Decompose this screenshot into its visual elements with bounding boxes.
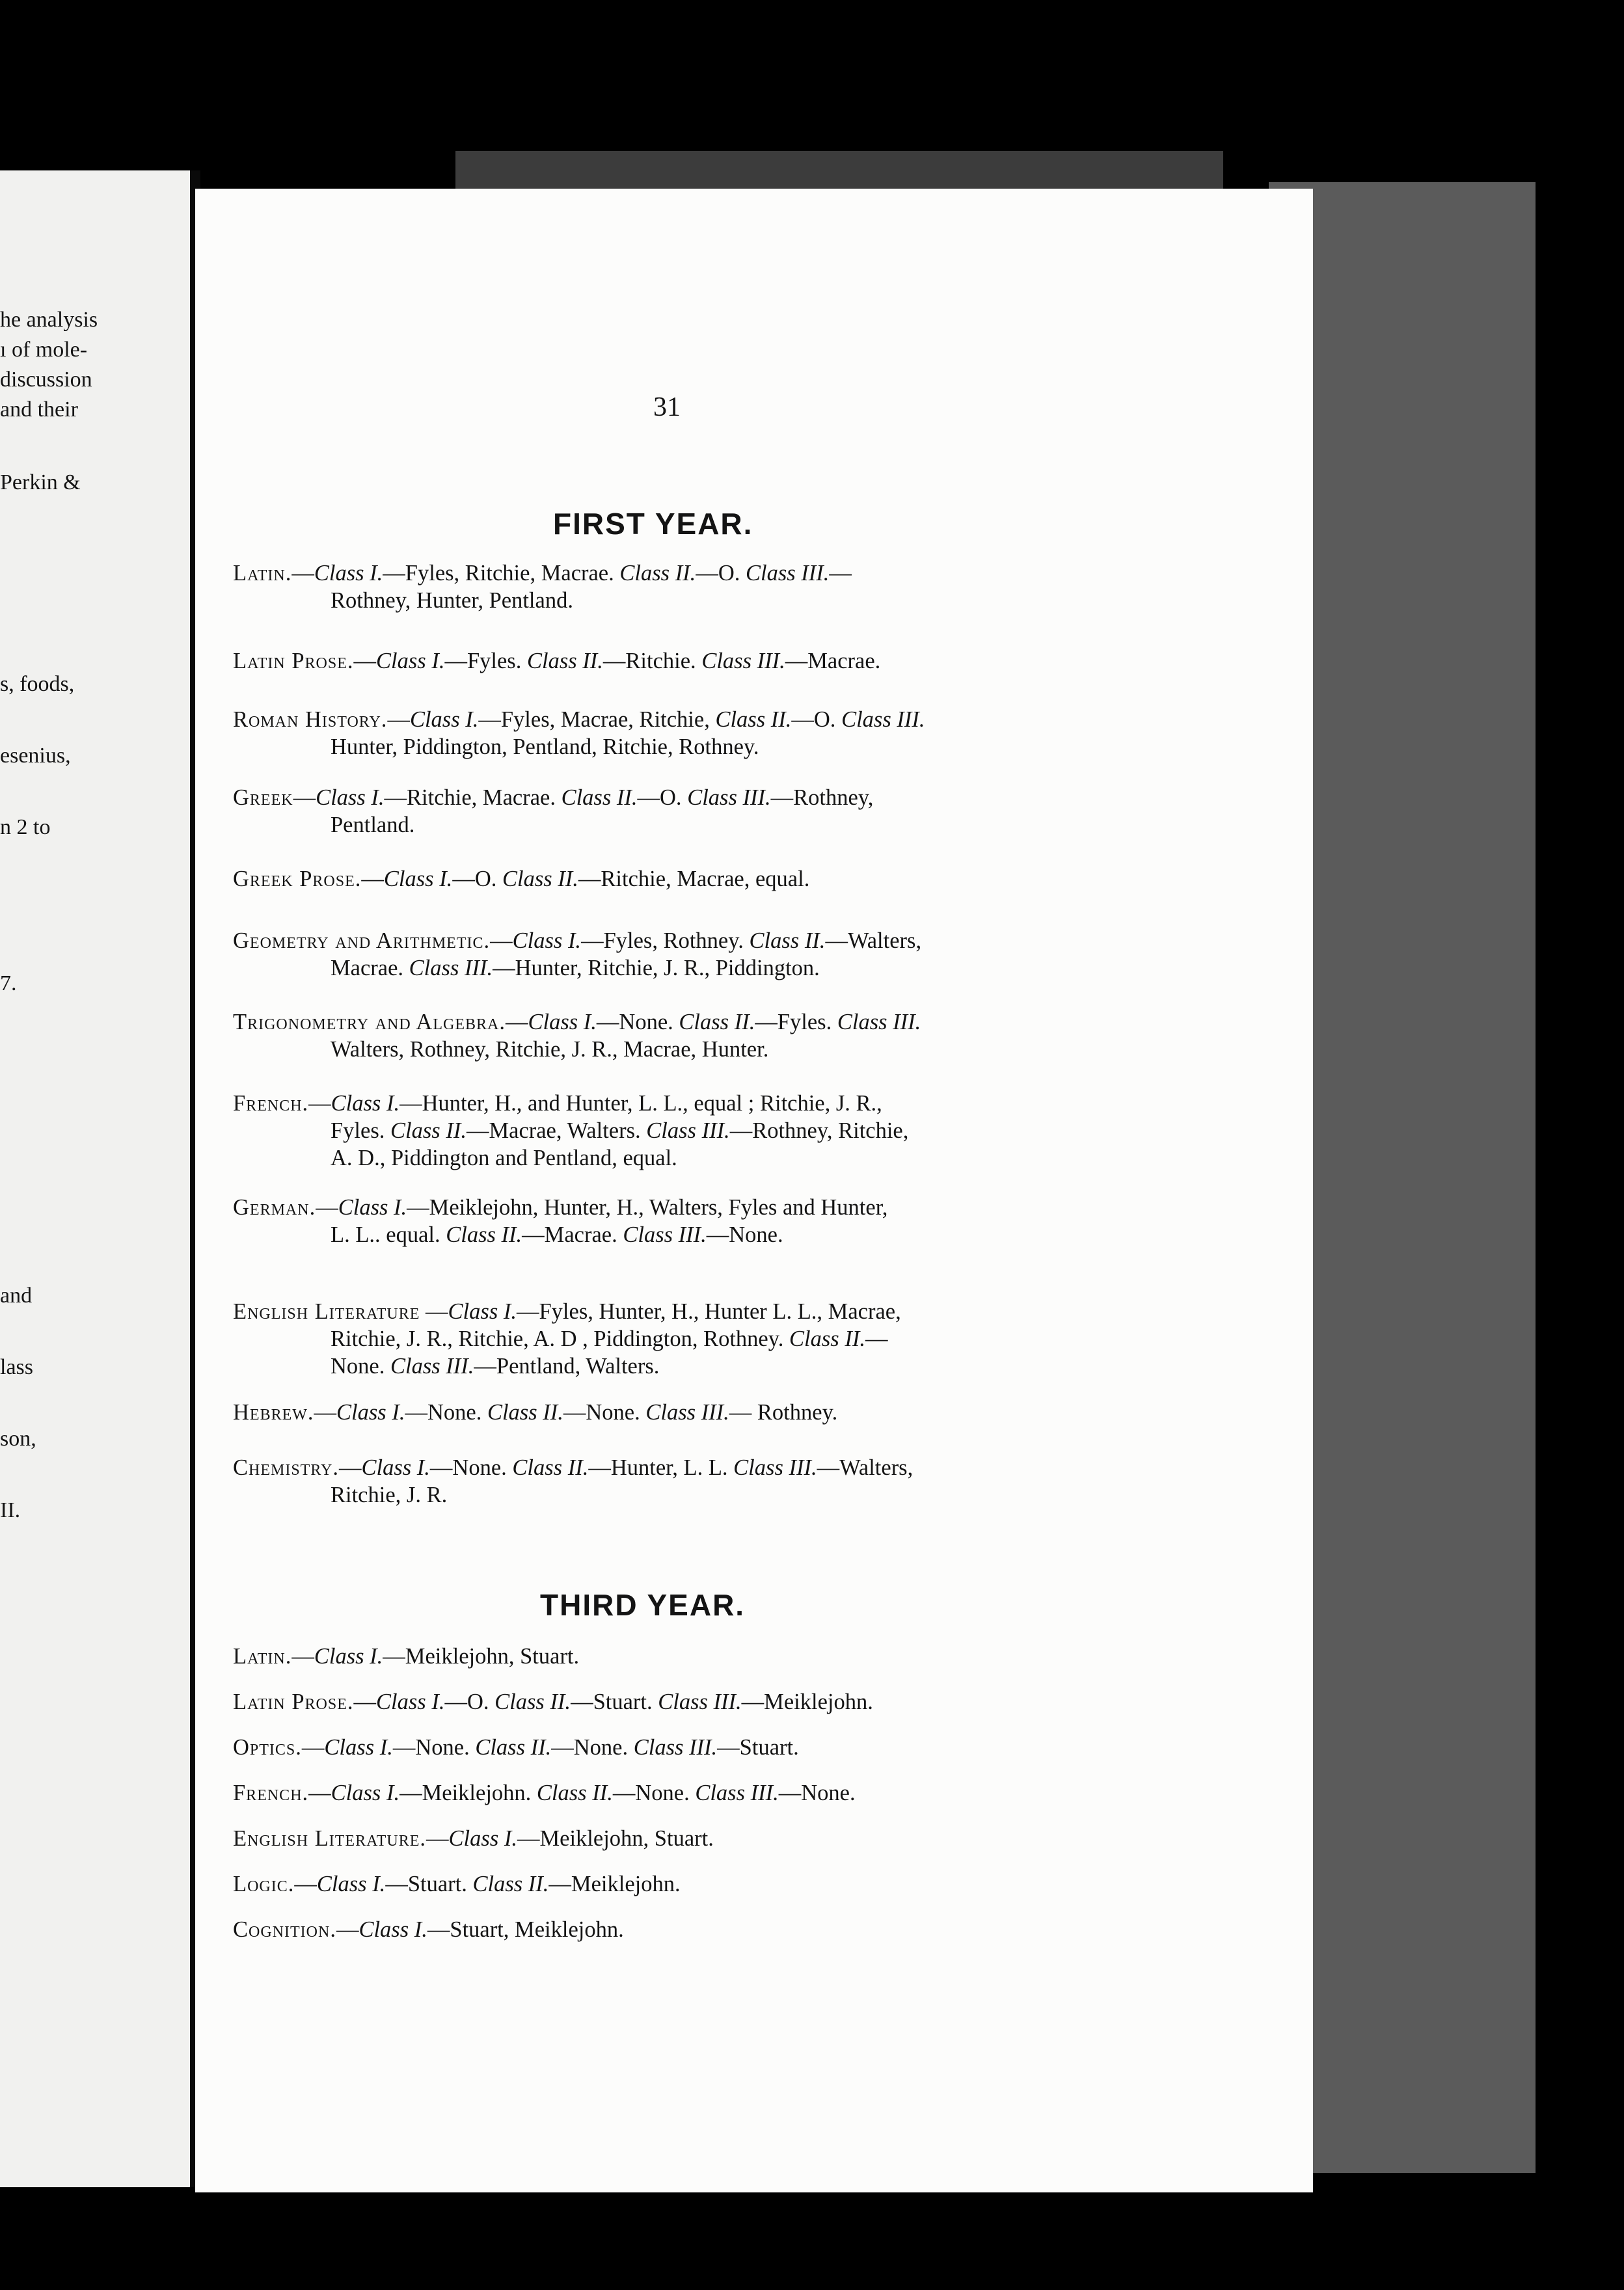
entry-third_year-3 <box>233 1779 856 1807</box>
entry-third_year-1 <box>233 1688 873 1716</box>
entry-text: — <box>291 1644 314 1669</box>
entry-text: —Stuart. <box>571 1690 658 1714</box>
entry-line <box>233 1688 873 1716</box>
entry-text: — <box>865 1327 888 1351</box>
entry-third_year-5 <box>233 1870 681 1898</box>
subject-name: Greek Prose. <box>233 867 362 891</box>
class-label: Class II. <box>679 1010 755 1034</box>
entry-line <box>233 1825 714 1852</box>
entry-text: —Meiklejohn, Stuart. <box>383 1644 580 1669</box>
class-label: Class III. <box>687 785 771 810</box>
entry-line <box>233 1454 913 1481</box>
entry-text: —Meiklejohn. <box>548 1872 681 1896</box>
class-label: Class II. <box>390 1118 467 1143</box>
left-page-fragment: 7. <box>0 971 17 995</box>
entry-text: —None. <box>429 1455 513 1480</box>
left-page-fragment: esenius, <box>0 744 71 768</box>
class-label: Class III. <box>623 1222 707 1247</box>
left-page-fragment: he analysis <box>0 308 98 332</box>
entry-text: — <box>314 1400 337 1425</box>
class-label: Class I. <box>409 707 479 732</box>
class-label: Class II. <box>619 561 696 586</box>
entry-text: Ritchie, J. R., Ritchie, A. D , Piddington, Rothney. <box>331 1327 790 1351</box>
class-label: Class I. <box>361 1455 430 1480</box>
entry-text: —Rothney, Ritchie, <box>729 1118 909 1143</box>
entry-line <box>233 1221 887 1248</box>
entry-first_year-0 <box>233 559 852 614</box>
left-page-fragment: discussion <box>0 368 92 392</box>
left-page-fragment: son, <box>0 1427 36 1451</box>
entry-line <box>233 1870 681 1898</box>
entry-text: — <box>301 1735 325 1760</box>
entry-line <box>233 865 809 893</box>
entry-line <box>233 1090 908 1117</box>
entry-line <box>233 647 880 675</box>
entry-line <box>233 733 925 761</box>
subject-name: Latin. <box>233 1644 292 1669</box>
entry-text: — <box>829 561 852 586</box>
entry-line <box>233 811 873 839</box>
class-label: Class I. <box>314 561 383 586</box>
class-label: Class II. <box>512 1455 589 1480</box>
entry-text: — <box>291 561 314 586</box>
entry-first_year-3 <box>233 784 873 839</box>
class-label: Class II. <box>715 707 792 732</box>
class-label: Class I. <box>376 1690 445 1714</box>
subject-name: Greek <box>233 785 293 810</box>
entry-text: —None. <box>706 1222 783 1247</box>
entry-first_year-5 <box>233 927 921 982</box>
entry-text: —Walters, <box>825 928 922 953</box>
entry-line <box>233 927 921 954</box>
entry-line <box>233 706 925 733</box>
entry-third_year-4 <box>233 1825 714 1852</box>
entry-line <box>233 1036 921 1063</box>
entry-text: Ritchie, J. R. <box>331 1483 448 1507</box>
class-label: Class II. <box>789 1327 865 1351</box>
entry-text: —Meiklejohn, Hunter, H., Walters, Fyles and Hunter, <box>407 1195 888 1220</box>
entry-text: — <box>353 1690 377 1714</box>
entry-text: Hunter, Piddington, Pentland, Ritchie, Rothney. <box>331 734 759 759</box>
class-label: Class II. <box>502 867 578 891</box>
entry-first_year-2 <box>233 706 925 761</box>
entry-text: Fyles. <box>331 1118 391 1143</box>
entry-text: —O. <box>637 785 688 810</box>
subject-name: Cognition. <box>233 1917 336 1942</box>
entry-text: —Fyles, Macrae, Ritchie, <box>478 707 716 732</box>
entry-text: —Macrae. <box>522 1222 623 1247</box>
entry-line <box>233 1194 887 1221</box>
left-page-fragment: s, foods, <box>0 672 75 696</box>
entry-text: —Fyles, Ritchie, Macrae. <box>383 561 620 586</box>
entry-text: —O. <box>452 867 502 891</box>
class-label: Class I. <box>324 1735 393 1760</box>
entry-line <box>233 1916 624 1943</box>
subject-name: Hebrew. <box>233 1400 314 1425</box>
subject-name: Optics. <box>233 1735 302 1760</box>
entry-text: —None. <box>405 1400 487 1425</box>
class-label: Class I. <box>448 1826 517 1851</box>
entry-text: L. L.. equal. <box>331 1222 446 1247</box>
entry-text: — <box>293 785 316 810</box>
left-page-fragment: Perkin & <box>0 470 81 494</box>
class-label: Class II. <box>446 1222 522 1247</box>
left-page-fragment: and <box>0 1284 33 1308</box>
class-label: Class III. <box>837 1010 921 1034</box>
entry-line <box>233 1779 856 1807</box>
class-label: Class I. <box>383 867 453 891</box>
entry-text: — <box>387 707 410 732</box>
entry-text: —Walters, <box>817 1455 914 1480</box>
entry-text: — <box>505 1010 528 1034</box>
entry-text: —Meiklejohn, Stuart. <box>517 1826 714 1851</box>
entry-text: —Stuart. <box>385 1872 473 1896</box>
entry-line <box>233 784 873 811</box>
entry-text: —None. <box>596 1010 679 1034</box>
left-page-fragment: ı of mole- <box>0 338 88 362</box>
class-label: Class III. <box>390 1354 474 1379</box>
subject-name: Logic. <box>233 1872 295 1896</box>
subject-name: Latin Prose. <box>233 649 354 673</box>
subject-name: Trigonometry and Algebra. <box>233 1010 506 1034</box>
entry-text: —Fyles, Hunter, H., Hunter L. L., Macrae, <box>516 1299 901 1324</box>
class-label: Class II. <box>487 1400 563 1425</box>
class-label: Class II. <box>749 928 826 953</box>
entry-first_year-1 <box>233 647 880 675</box>
entry-first_year-7 <box>233 1090 908 1172</box>
subject-name: Latin. <box>233 561 292 586</box>
document-page <box>195 189 1313 2192</box>
entry-text: —O. <box>696 561 746 586</box>
entry-first_year-9 <box>233 1298 901 1380</box>
entry-line <box>233 1117 908 1144</box>
left-page-fragment: II. <box>0 1498 21 1522</box>
entry-text: None. <box>331 1354 390 1379</box>
entry-text: — <box>338 1455 362 1480</box>
subject-name: English Literature. <box>233 1826 427 1851</box>
entry-first_year-4 <box>233 865 809 893</box>
entry-text: — <box>426 1826 449 1851</box>
entry-first_year-11 <box>233 1454 913 1509</box>
class-label: Class I. <box>448 1299 517 1324</box>
entry-first_year-10 <box>233 1399 837 1426</box>
class-label: Class III. <box>701 649 785 673</box>
entry-line <box>233 1353 901 1380</box>
entry-first_year-6 <box>233 1008 921 1063</box>
entry-text: —Macrae. <box>785 649 881 673</box>
left-page-fragment: and their <box>0 397 78 422</box>
entry-text: —None. <box>778 1781 856 1805</box>
first-year-heading: FIRST YEAR. <box>553 507 753 541</box>
entry-line <box>233 1643 579 1670</box>
class-label: Class II. <box>472 1872 549 1896</box>
entry-text: —Hunter, Ritchie, J. R., Piddington. <box>493 956 820 980</box>
entry-text: — <box>316 1195 338 1220</box>
entry-text: —Fyles. <box>755 1010 837 1034</box>
subject-name: English Literature <box>233 1299 420 1324</box>
entry-text: Macrae. <box>331 956 409 980</box>
class-label: Class I. <box>338 1195 407 1220</box>
subject-name: Geometry and Arithmetic. <box>233 928 491 953</box>
entry-text: —Hunter, H., and Hunter, L. L., equal ; Ritchie, J. R., <box>399 1091 882 1116</box>
entry-text: —None. <box>392 1735 476 1760</box>
entry-text: —O. <box>791 707 842 732</box>
class-label: Class III. <box>409 956 493 980</box>
class-label: Class I. <box>376 649 445 673</box>
entry-text: — <box>361 867 384 891</box>
entry-text: —Meiklejohn. <box>399 1781 537 1805</box>
page-number: 31 <box>653 392 681 422</box>
class-label: Class I. <box>512 928 582 953</box>
entry-line <box>233 1144 908 1172</box>
class-label: Class I. <box>316 1872 386 1896</box>
class-label: Class I. <box>336 1400 405 1425</box>
class-label: Class III. <box>646 1118 730 1143</box>
entry-text: —Fyles. <box>444 649 527 673</box>
entry-text: —Stuart, Meiklejohn. <box>427 1917 624 1942</box>
left-page-fragment: n 2 to <box>0 815 51 839</box>
entry-text: — <box>294 1872 317 1896</box>
entry-text: —O. <box>444 1690 495 1714</box>
class-label: Class II. <box>494 1690 571 1714</box>
entry-line <box>233 1399 837 1426</box>
entry-first_year-8 <box>233 1194 887 1248</box>
entry-text: — <box>308 1781 331 1805</box>
class-label: Class I. <box>331 1781 400 1805</box>
entry-text: Pentland. <box>331 813 415 837</box>
subject-name: German. <box>233 1195 316 1220</box>
class-label: Class I. <box>528 1010 597 1034</box>
third-year-heading: THIRD YEAR. <box>540 1588 746 1622</box>
entry-text: —Stuart. <box>717 1735 799 1760</box>
entry-text: Rothney, Hunter, Pentland. <box>331 588 573 613</box>
class-label: Class I. <box>316 785 385 810</box>
entry-text: — <box>308 1091 331 1116</box>
left-page <box>0 170 190 2187</box>
entry-third_year-2 <box>233 1734 799 1761</box>
entry-text: — <box>420 1299 448 1324</box>
entry-line <box>233 1008 921 1036</box>
entry-text: —Hunter, L. L. <box>588 1455 734 1480</box>
entry-third_year-0 <box>233 1643 579 1670</box>
entry-text: —Meiklejohn. <box>741 1690 873 1714</box>
entry-third_year-6 <box>233 1916 624 1943</box>
class-label: Class II. <box>536 1781 613 1805</box>
entry-line <box>233 1298 901 1325</box>
class-label: Class I. <box>331 1091 400 1116</box>
class-label: Class II. <box>475 1735 552 1760</box>
class-label: Class III. <box>658 1690 742 1714</box>
class-label: Class I. <box>359 1917 427 1942</box>
entry-line <box>233 559 852 587</box>
subject-name: Chemistry. <box>233 1455 339 1480</box>
entry-text: —Ritchie, Macrae. <box>384 785 562 810</box>
entry-text: — Rothney. <box>729 1400 838 1425</box>
subject-name: Roman History. <box>233 707 388 732</box>
entry-text: — <box>490 928 513 953</box>
entry-line <box>233 954 921 982</box>
subject-name: French. <box>233 1781 309 1805</box>
entry-text: —Pentland, Walters. <box>474 1354 660 1379</box>
subject-name: Latin Prose. <box>233 1690 354 1714</box>
class-label: Class III. <box>695 1781 779 1805</box>
entry-text: —None. <box>551 1735 634 1760</box>
entry-text: —None. <box>612 1781 696 1805</box>
entry-text: — <box>336 1917 359 1942</box>
entry-line <box>233 587 852 614</box>
entry-text: —Ritchie, Macrae, equal. <box>578 867 810 891</box>
class-label: Class III. <box>733 1455 817 1480</box>
left-page-fragment: lass <box>0 1355 33 1379</box>
class-label: Class III. <box>745 561 830 586</box>
subject-name: French. <box>233 1091 309 1116</box>
entry-text: —None. <box>563 1400 646 1425</box>
entry-text: Walters, Rothney, Ritchie, J. R., Macrae, Hunter. <box>331 1037 769 1062</box>
entry-text: —Macrae, Walters. <box>466 1118 647 1143</box>
class-label: Class III. <box>633 1735 718 1760</box>
class-label: Class II. <box>561 785 638 810</box>
entry-text: —Rothney, <box>770 785 874 810</box>
entry-text: — <box>353 649 377 673</box>
entry-text: —Fyles, Rothney. <box>581 928 750 953</box>
class-label: Class I. <box>314 1644 383 1669</box>
class-label: Class III. <box>645 1400 729 1425</box>
class-label: Class III. <box>841 707 925 732</box>
entry-text: —Ritchie. <box>602 649 702 673</box>
entry-line <box>233 1325 901 1353</box>
entry-line <box>233 1481 913 1509</box>
entry-text: A. D., Piddington and Pentland, equal. <box>331 1146 677 1170</box>
entry-line <box>233 1734 799 1761</box>
class-label: Class II. <box>526 649 603 673</box>
